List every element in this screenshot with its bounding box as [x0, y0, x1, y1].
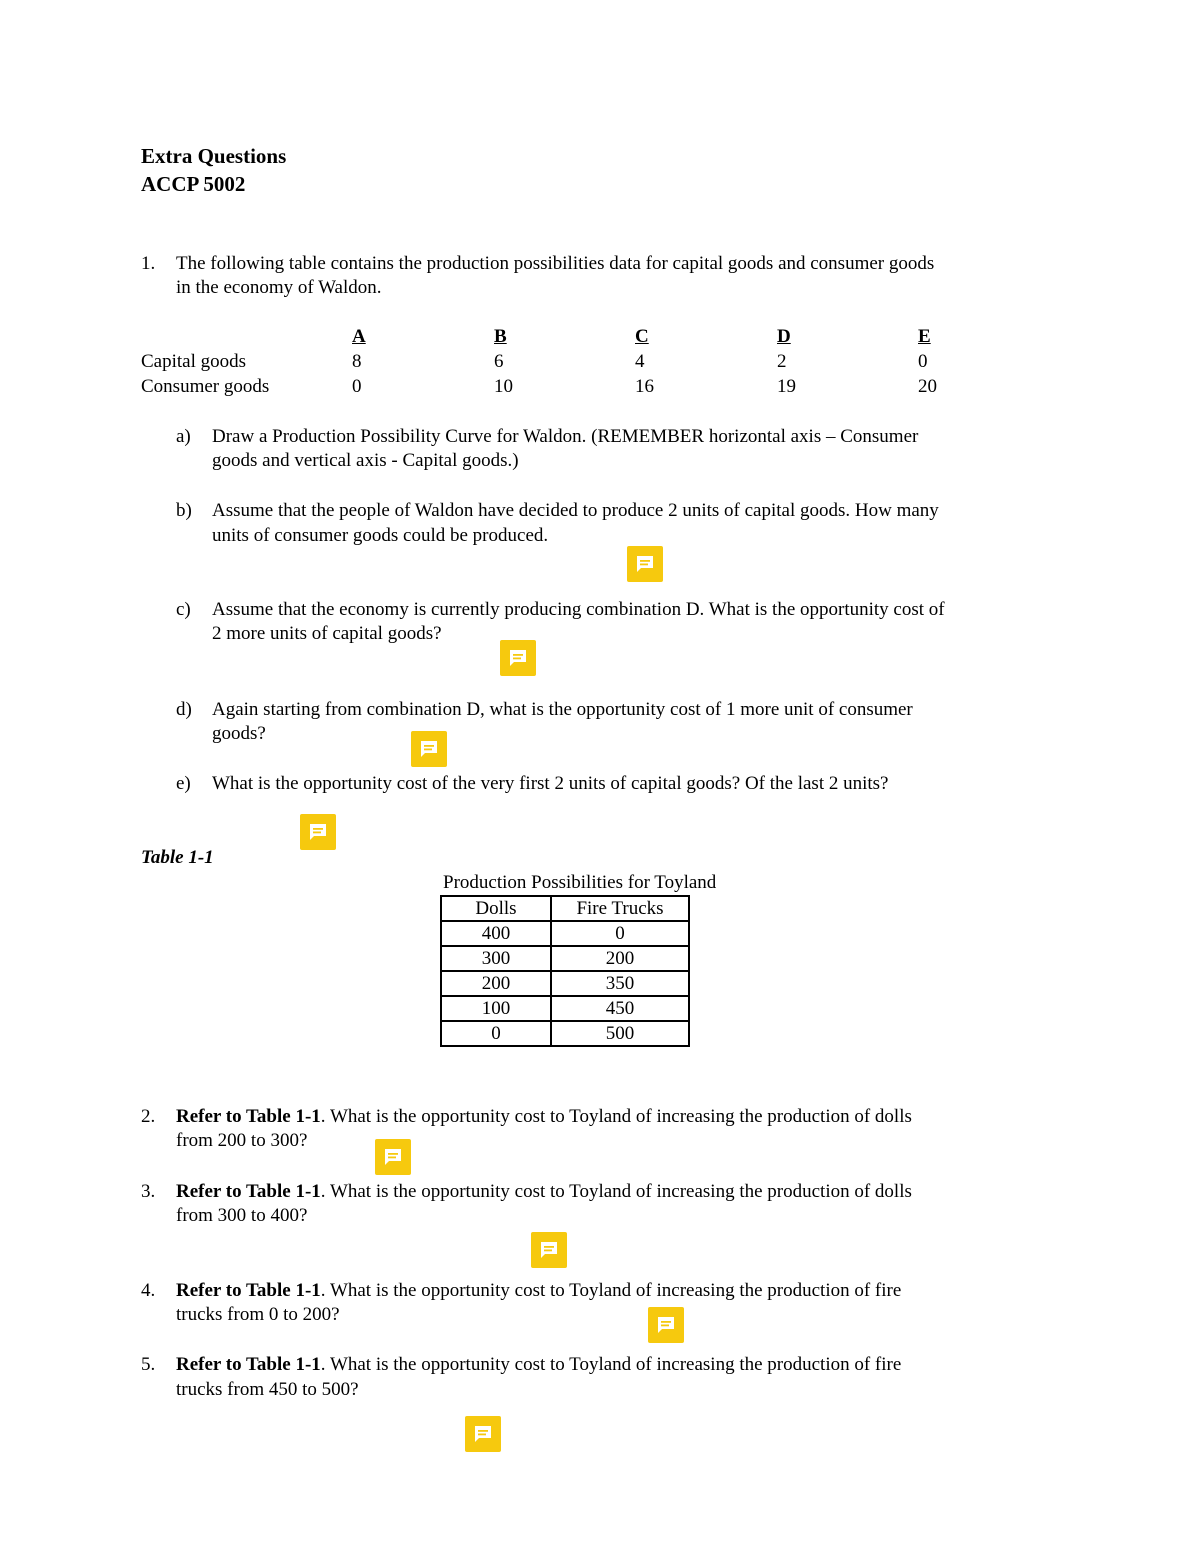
header-dolls: Dolls	[441, 896, 551, 921]
comment-icon	[473, 1424, 493, 1444]
q3-line-1: Refer to Table 1-1. What is the opportunity cost to Toyland of increasing the production of dolls	[176, 1181, 912, 1202]
part-c-line-2: 2 more units of capital goods?	[212, 623, 442, 644]
cell: 0	[441, 1021, 551, 1046]
comment-marker[interactable]	[465, 1416, 501, 1452]
comment-icon	[308, 822, 328, 842]
comment-marker[interactable]	[648, 1307, 684, 1343]
cell: 19	[777, 376, 796, 397]
col-header-d: D	[777, 326, 791, 347]
part-b-line-1: Assume that the people of Waldon have decided to produce 2 units of capital goods. How many	[212, 500, 939, 521]
col-header-e: E	[918, 326, 931, 347]
cell: 300	[441, 946, 551, 971]
cell: 20	[918, 376, 937, 397]
part-c-line-1: Assume that the economy is currently producing combination D. What is the opportunity cost of	[212, 599, 945, 620]
comment-icon	[419, 739, 439, 759]
cell: 0	[352, 376, 362, 397]
col-header-a: A	[352, 326, 366, 347]
cell: 6	[494, 351, 504, 372]
cell: 100	[441, 996, 551, 1021]
part-d-label: d)	[176, 699, 192, 720]
comment-marker[interactable]	[411, 731, 447, 767]
part-e-line-1: What is the opportunity cost of the very first 2 units of capital goods? Of the last 2 units?	[212, 773, 889, 794]
cell: 2	[777, 351, 787, 372]
part-b-line-2: units of consumer goods could be produced.	[212, 525, 549, 546]
q2-line-2: from 200 to 300?	[176, 1130, 308, 1151]
q4-line-2: trucks from 0 to 200?	[176, 1304, 340, 1325]
toyland-table	[440, 895, 690, 1047]
q5-line-1: Refer to Table 1-1. What is the opportunity cost to Toyland of increasing the production of fire	[176, 1354, 902, 1375]
table-row	[441, 921, 689, 946]
part-a-line-2: goods and vertical axis - Capital goods.)	[212, 450, 519, 471]
part-d-line-1: Again starting from combination D, what is the opportunity cost of 1 more unit of consumer	[212, 699, 913, 720]
q4-line-1: Refer to Table 1-1. What is the opportunity cost to Toyland of increasing the production of fire	[176, 1280, 902, 1301]
part-d-line-2: goods?	[212, 723, 266, 744]
comment-marker[interactable]	[627, 546, 663, 582]
cell: 450	[551, 996, 689, 1021]
comment-marker[interactable]	[531, 1232, 567, 1268]
cell: 16	[635, 376, 654, 397]
course-code: ACCP 5002	[141, 172, 246, 196]
part-a-line-1: Draw a Production Possibility Curve for Waldon. (REMEMBER horizontal axis – Consumer	[212, 426, 919, 447]
cell: 8	[352, 351, 362, 372]
cell: 10	[494, 376, 513, 397]
table-header-row	[441, 896, 689, 921]
q1-line-2: in the economy of Waldon.	[176, 277, 382, 298]
q1-line-1: The following table contains the production possibilities data for capital goods and consumer goods	[176, 253, 935, 274]
table-row	[441, 946, 689, 971]
cell: 0	[918, 351, 928, 372]
col-header-c: C	[635, 326, 649, 347]
table-1-1-caption: Production Possibilities for Toyland	[443, 872, 717, 893]
table-row	[441, 971, 689, 996]
part-c-label: c)	[176, 599, 191, 620]
comment-icon	[508, 648, 528, 668]
q5-line-2: trucks from 450 to 500?	[176, 1379, 359, 1400]
cell: 4	[635, 351, 645, 372]
row-label-consumer: Consumer goods	[141, 376, 270, 397]
q2-number: 2.	[141, 1106, 156, 1127]
cell: 200	[551, 946, 689, 971]
comment-icon	[539, 1240, 559, 1260]
comment-icon	[635, 554, 655, 574]
q2-line-1: Refer to Table 1-1. What is the opportunity cost to Toyland of increasing the production of dolls	[176, 1106, 912, 1127]
document-title: Extra Questions	[141, 144, 287, 168]
comment-icon	[383, 1147, 403, 1167]
q3-line-2: from 300 to 400?	[176, 1205, 308, 1226]
cell: 500	[551, 1021, 689, 1046]
comment-marker[interactable]	[375, 1139, 411, 1175]
q3-number: 3.	[141, 1181, 156, 1202]
q5-number: 5.	[141, 1354, 156, 1375]
part-e-label: e)	[176, 773, 191, 794]
table-row	[441, 1021, 689, 1046]
cell: 400	[441, 921, 551, 946]
comment-marker[interactable]	[500, 640, 536, 676]
col-header-b: B	[494, 326, 507, 347]
comment-marker[interactable]	[300, 814, 336, 850]
cell: 350	[551, 971, 689, 996]
table-row	[441, 996, 689, 1021]
cell: 0	[551, 921, 689, 946]
table-1-1-label: Table 1-1	[141, 847, 214, 868]
comment-icon	[656, 1315, 676, 1335]
q1-number: 1.	[141, 253, 156, 274]
row-label-capital: Capital goods	[141, 351, 247, 372]
header-fire-trucks: Fire Trucks	[551, 896, 689, 921]
part-b-label: b)	[176, 500, 192, 521]
q4-number: 4.	[141, 1280, 156, 1301]
part-a-label: a)	[176, 426, 191, 447]
cell: 200	[441, 971, 551, 996]
